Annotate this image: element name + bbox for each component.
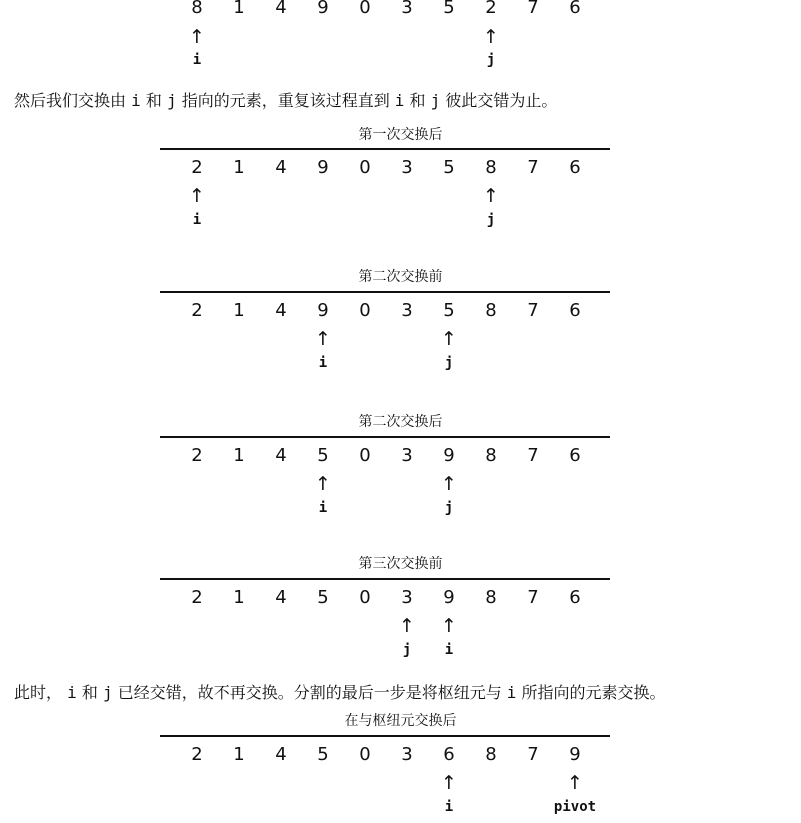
para1-var-j: j bbox=[166, 91, 177, 110]
array-cell: 5 bbox=[443, 300, 455, 321]
block-rule bbox=[160, 436, 610, 438]
array-cell: 0 bbox=[359, 445, 371, 466]
para2-var-j: j bbox=[102, 683, 113, 702]
array-cell: 3 bbox=[401, 445, 413, 466]
pointer-label-row bbox=[0, 355, 801, 379]
array-cell: 7 bbox=[527, 445, 539, 466]
pointer-label: pivot bbox=[553, 799, 597, 815]
array-cell: 9 bbox=[569, 744, 581, 765]
pointer-label: i bbox=[318, 500, 328, 516]
array-block-4 bbox=[0, 553, 801, 673]
array-cell: 2 bbox=[191, 744, 203, 765]
array-cell: 4 bbox=[275, 445, 287, 466]
pointer-label: i bbox=[192, 52, 202, 68]
array-cell: 7 bbox=[527, 587, 539, 608]
array-cell: 7 bbox=[527, 157, 539, 178]
array-block-final bbox=[0, 710, 801, 822]
array-cell: 8 bbox=[485, 445, 497, 466]
array-cell: 4 bbox=[275, 157, 287, 178]
pointer-label: i bbox=[444, 799, 454, 815]
up-arrow-icon: ↑ bbox=[315, 473, 331, 495]
pointer-label: j bbox=[402, 642, 412, 658]
para1-var-i: i bbox=[131, 91, 141, 110]
up-arrow-icon: ↑ bbox=[189, 26, 205, 48]
array-row bbox=[0, 445, 801, 469]
block-rule bbox=[160, 578, 610, 580]
array-cell: 1 bbox=[233, 0, 245, 18]
block-rule bbox=[160, 735, 610, 737]
pointer-label: i bbox=[444, 642, 454, 658]
array-cell: 9 bbox=[443, 445, 455, 466]
up-arrow-icon: ↑ bbox=[567, 772, 583, 794]
array-block-3 bbox=[0, 411, 801, 531]
arrow-row bbox=[0, 185, 801, 209]
array-row bbox=[0, 300, 801, 324]
para1-var-j-2: j bbox=[430, 91, 441, 110]
array-cell: 1 bbox=[233, 587, 245, 608]
array-cell: 6 bbox=[569, 300, 581, 321]
array-cell: 8 bbox=[191, 0, 203, 18]
array-cell: 3 bbox=[401, 587, 413, 608]
pointer-label: j bbox=[444, 500, 454, 516]
array-cell: 3 bbox=[401, 0, 413, 18]
pointer-label-row bbox=[0, 642, 801, 666]
array-cell: 0 bbox=[359, 0, 371, 18]
arrow-row bbox=[0, 615, 801, 639]
array-cell: 0 bbox=[359, 587, 371, 608]
up-arrow-icon: ↑ bbox=[441, 615, 457, 637]
array-cell: 0 bbox=[359, 744, 371, 765]
array-cell: 9 bbox=[317, 0, 329, 18]
array-cell: 4 bbox=[275, 300, 287, 321]
array-row bbox=[0, 157, 801, 181]
array-cell: 3 bbox=[401, 157, 413, 178]
block-title: 第一次交换后 bbox=[358, 127, 443, 143]
array-cell: 5 bbox=[317, 744, 329, 765]
array-cell: 1 bbox=[233, 157, 245, 178]
array-cell: 4 bbox=[275, 587, 287, 608]
paragraph-explanation-1 bbox=[14, 88, 557, 111]
array-cell: 2 bbox=[191, 300, 203, 321]
arrow-row bbox=[0, 328, 801, 352]
array-cell: 8 bbox=[485, 300, 497, 321]
para1-text-b: 和 bbox=[145, 91, 162, 110]
pointer-label: j bbox=[444, 355, 454, 371]
arrow-row bbox=[0, 772, 801, 796]
array-cell: 6 bbox=[569, 445, 581, 466]
array-cell: 6 bbox=[569, 587, 581, 608]
array-row bbox=[0, 587, 801, 611]
array-cell: 0 bbox=[359, 157, 371, 178]
para2-text-b: 和 bbox=[81, 683, 98, 702]
array-cell: 2 bbox=[485, 0, 497, 18]
pointer-label-row bbox=[0, 799, 801, 823]
array-cell: 8 bbox=[485, 744, 497, 765]
array-cell: 7 bbox=[527, 0, 539, 18]
array-cell: 2 bbox=[191, 445, 203, 466]
array-block-2 bbox=[0, 266, 801, 386]
up-arrow-icon: ↑ bbox=[189, 185, 205, 207]
para2-text-a: 此时， bbox=[14, 683, 63, 702]
para1-text-a: 然后我们交换由 bbox=[14, 91, 127, 110]
array-cell: 6 bbox=[569, 157, 581, 178]
array-cell: 5 bbox=[317, 445, 329, 466]
block-title: 第三次交换前 bbox=[358, 556, 443, 572]
arrow-row bbox=[0, 26, 801, 50]
block-title: 在与枢纽元交换后 bbox=[344, 713, 457, 729]
para1-text-e: 彼此交错为止。 bbox=[445, 91, 558, 110]
array-cell: 4 bbox=[275, 744, 287, 765]
pointer-label-row bbox=[0, 500, 801, 524]
para2-text-d: 所指向的元素交换。 bbox=[521, 683, 666, 702]
array-cell: 5 bbox=[443, 0, 455, 18]
intro-array-block bbox=[0, 0, 801, 70]
up-arrow-icon: ↑ bbox=[441, 772, 457, 794]
pointer-label-row bbox=[0, 212, 801, 236]
array-cell: 4 bbox=[275, 0, 287, 18]
array-cell: 5 bbox=[443, 157, 455, 178]
array-cell: 6 bbox=[443, 744, 455, 765]
up-arrow-icon: ↑ bbox=[399, 615, 415, 637]
para1-text-c: 指向的元素，重复该过程直到 bbox=[181, 91, 390, 110]
para2-var-i-2: i bbox=[506, 683, 517, 702]
pointer-label: j bbox=[486, 212, 496, 228]
para1-text-d: 和 bbox=[409, 91, 426, 110]
array-cell: 8 bbox=[485, 157, 497, 178]
block-title: 第二次交换前 bbox=[358, 269, 443, 285]
array-cell: 3 bbox=[401, 744, 413, 765]
paragraph-explanation-2 bbox=[14, 680, 666, 703]
array-cell: 5 bbox=[317, 587, 329, 608]
block-rule bbox=[160, 148, 610, 150]
array-cell: 2 bbox=[191, 157, 203, 178]
up-arrow-icon: ↑ bbox=[483, 185, 499, 207]
up-arrow-icon: ↑ bbox=[315, 328, 331, 350]
array-cell: 6 bbox=[569, 0, 581, 18]
array-cell: 9 bbox=[443, 587, 455, 608]
array-cell: 0 bbox=[359, 300, 371, 321]
array-cell: 2 bbox=[191, 587, 203, 608]
arrow-row bbox=[0, 473, 801, 497]
array-row bbox=[0, 744, 801, 768]
pointer-label: i bbox=[318, 355, 328, 371]
para1-var-i-2: i bbox=[394, 91, 405, 110]
block-title: 第二次交换后 bbox=[358, 414, 443, 430]
array-cell: 1 bbox=[233, 744, 245, 765]
array-cell: 9 bbox=[317, 300, 329, 321]
up-arrow-icon: ↑ bbox=[441, 473, 457, 495]
para2-var-i: i bbox=[67, 683, 77, 702]
array-cell: 7 bbox=[527, 300, 539, 321]
array-cell: 7 bbox=[527, 744, 539, 765]
pointer-label: j bbox=[486, 52, 496, 68]
array-cell: 8 bbox=[485, 587, 497, 608]
array-cell: 1 bbox=[233, 300, 245, 321]
up-arrow-icon: ↑ bbox=[483, 26, 499, 48]
array-cell: 3 bbox=[401, 300, 413, 321]
pointer-label-row bbox=[0, 52, 801, 76]
para2-text-c: 已经交错，故不再交换。分割的最后一步是将枢纽元与 bbox=[117, 683, 502, 702]
up-arrow-icon: ↑ bbox=[441, 328, 457, 350]
array-row bbox=[0, 0, 801, 21]
array-cell: 9 bbox=[317, 157, 329, 178]
array-cell: 1 bbox=[233, 445, 245, 466]
block-rule bbox=[160, 291, 610, 293]
array-block-1 bbox=[0, 124, 801, 244]
pointer-label: i bbox=[192, 212, 202, 228]
